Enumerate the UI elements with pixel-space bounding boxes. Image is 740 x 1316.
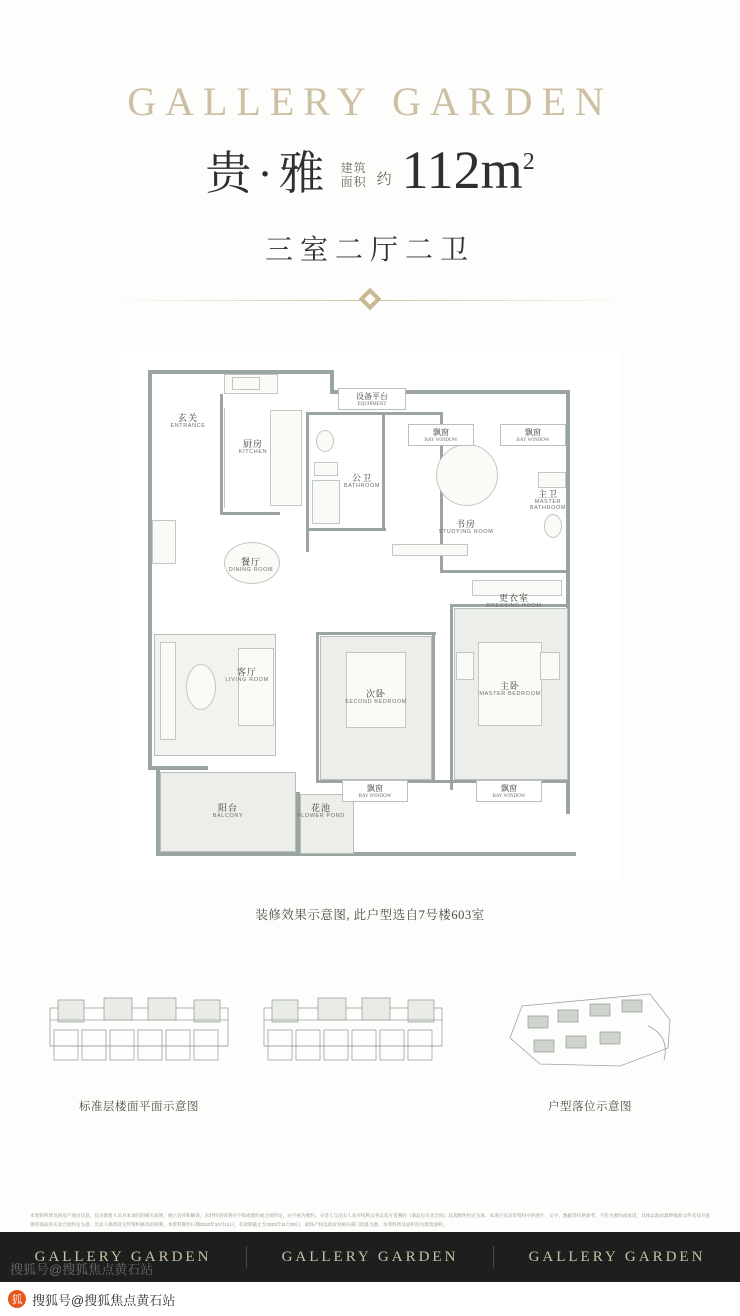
room-label-entrance: 玄关 ENTRANCE	[170, 413, 206, 430]
plan-caption: 装修效果示意图, 此户型选自7号楼603室	[255, 908, 485, 922]
bay-window-label: 飘窗 BAY WINDOW	[476, 780, 542, 802]
wall	[306, 412, 309, 552]
room-label-dining: 餐厅 DINING ROOM	[228, 557, 274, 574]
floor-layout-icon	[258, 990, 448, 1070]
room-label-flower-pond: 花池 FLOWER POND	[297, 803, 345, 820]
room-label-living: 客厅 LIVING ROOM	[225, 667, 269, 684]
toilet-icon	[544, 514, 562, 538]
kitchen-cabinet	[270, 410, 302, 506]
wall	[220, 512, 280, 515]
room-label-second-bedroom: 次卧 SECOND BEDROOM	[345, 689, 407, 706]
room-label-dressing: 更衣室 DRESSING ROOM	[486, 593, 542, 610]
account-bar[interactable]	[0, 1282, 740, 1316]
footer-brand-3: GALLERY GARDEN	[528, 1248, 706, 1265]
bay-window-label: 飘窗 BAY WINDOW	[500, 424, 566, 446]
footer-brand-2: GALLERY GARDEN	[281, 1248, 459, 1265]
nightstand	[540, 652, 560, 680]
diamond-ornament-icon	[359, 288, 382, 311]
wall	[148, 370, 152, 770]
room-label-study: 书房 STUDYING ROOM	[438, 519, 494, 536]
kitchen-line	[224, 408, 225, 508]
wall	[306, 412, 384, 415]
room-label-balcony: 阳台 BALCONY	[212, 803, 244, 820]
floor-plan	[120, 352, 620, 882]
sink-icon	[232, 377, 260, 390]
unit-name: 贵·雅	[205, 148, 331, 199]
study-desk	[392, 544, 468, 556]
watermark: 搜狐号@搜狐焦点黄石站	[10, 1262, 154, 1277]
layout-summary: 三室二厅二卫	[264, 235, 475, 266]
account-name[interactable]: 搜狐号@搜狐焦点黄石站	[32, 1292, 176, 1308]
standard-floor-diagram-2	[258, 990, 448, 1070]
room-label-bathroom: 公卫 BATHROOM	[343, 473, 381, 490]
wall	[432, 632, 435, 782]
floor-layout-icon	[44, 990, 234, 1070]
brand-title: GALLERY GARDEN	[127, 79, 613, 124]
sofa	[238, 648, 274, 726]
wall	[450, 604, 453, 790]
wall	[382, 412, 442, 415]
wall	[156, 852, 576, 856]
disclaimer-text: 本资料所涉及的房产项目信息，仅为销售人员对本项目的相关说明、展示宣传和解说，未经特别说明并不构成要约或合同约定，亦不视为要约。买受人与出卖人双方权利义务以双方签署的《商品房买卖合同》及其附件约定为准。本项目及宣传资料中的图片、文字、数据等仅供参考，不作为要约或承诺，具体以政府最终批准文件及双方签署的商品房买卖合同约定为准。出卖人保留对宣传资料修改的权利。本资料制作日期2023年10月12日，有效期截止至2023年11月30日，最终产权以政府及相关部门批准为准。本资料涉及面积均为建筑面积。	[30, 1213, 710, 1227]
approx-symbol: 约	[376, 172, 392, 188]
standard-floor-diagram-1	[44, 990, 234, 1070]
wall	[316, 632, 319, 782]
washbasin-icon	[538, 472, 566, 488]
wall	[440, 570, 568, 573]
tv-cabinet	[160, 642, 176, 740]
bay-window-label: 飘窗 BAY WINDOW	[408, 424, 474, 446]
wall	[306, 528, 386, 531]
area-label: 建筑 面积	[340, 161, 367, 189]
wall	[220, 394, 223, 514]
room-label-master-bedroom: 主卧 MASTER BEDROOM	[479, 681, 541, 698]
site-location-diagram	[500, 986, 680, 1076]
study-table	[436, 444, 498, 506]
wall	[382, 412, 385, 530]
room-label-master-bathroom: 主卫 MASTER BATHROOM	[529, 489, 567, 512]
wall	[316, 632, 436, 635]
area-value: $112m^2$	[401, 140, 535, 200]
toilet-icon	[316, 430, 334, 452]
equipment-label: 设备平台 EQUIPMENT	[338, 388, 406, 410]
headline	[0, 140, 740, 200]
sohu-logo-icon: 狐	[8, 1290, 26, 1308]
bay-window-label: 飘窗 BAY WINDOW	[342, 780, 408, 802]
floor-plan-caption: 标准层楼面平面示意图	[79, 1101, 199, 1113]
shoe-cabinet	[152, 520, 176, 564]
location-caption: 户型落位示意图	[548, 1101, 632, 1113]
room-label-kitchen: 厨房 KITCHEN	[238, 439, 268, 456]
footer-brand-1: GALLERY GARDEN	[34, 1248, 212, 1265]
nightstand	[456, 652, 474, 680]
site-plan-icon	[500, 986, 680, 1076]
